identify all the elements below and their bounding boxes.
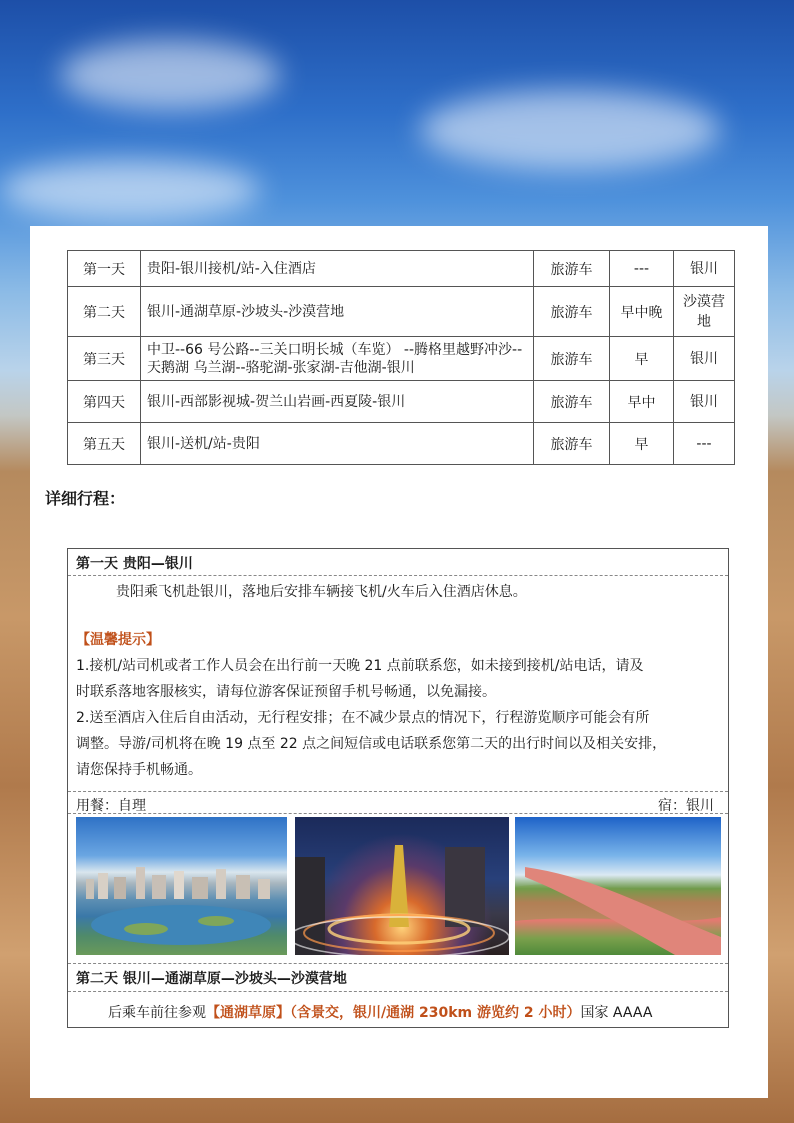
detail-itinerary-title: 详细行程： (45, 489, 126, 508)
day2-text-post: 国家 AAAA (580, 1005, 653, 1021)
stay-info: 宿：银川 (658, 798, 714, 814)
photo-yellow-river-aerial (515, 817, 721, 955)
transport-cell: 旅游车 (534, 381, 610, 423)
meals-cell: 早 (610, 423, 674, 465)
city-skyline-graphic (76, 817, 287, 955)
day-cell: 第一天 (68, 251, 141, 287)
day-cell: 第五天 (68, 423, 141, 465)
meals-cell: --- (610, 251, 674, 287)
transport-cell: 旅游车 (534, 287, 610, 337)
meals-cell: 早 (610, 337, 674, 381)
route-cell: 中卫--66 号公路--三关口明长城（车览） --腾格里越野冲沙--天鹅湖 乌兰湖--骆驼湖-张家湖-吉他湖-银川 (141, 337, 534, 381)
river-landscape-graphic (515, 817, 721, 955)
tip2-line3: 请您保持手机畅通。 (76, 762, 202, 778)
stay-cell: 银川 (674, 381, 735, 423)
meals-cell: 早中 (610, 381, 674, 423)
route-cell: 贵阳-银川接机/站-入住酒店 (141, 251, 534, 287)
cloud-decor (420, 90, 720, 170)
photo-yinchuan-lake-city (76, 817, 287, 955)
table-row (68, 251, 735, 287)
day2-heading: 第二天 银川—通湖草原—沙坡头—沙漠营地 (76, 971, 347, 987)
meals-cell: 早中晚 (610, 287, 674, 337)
divider (68, 791, 728, 792)
transport-cell: 旅游车 (534, 251, 610, 287)
stay-cell: --- (674, 423, 735, 465)
divider (68, 963, 728, 964)
table-row (68, 337, 735, 381)
cloud-decor (60, 40, 280, 110)
table-row (68, 381, 735, 423)
divider (68, 813, 728, 814)
route-cell: 银川-西部影视城-贺兰山岩画-西夏陵-银川 (141, 381, 534, 423)
day-detail-box (67, 548, 729, 1028)
tip1-line2: 时联系落地客服核实，请每位游客保证预留手机号畅通，以免漏接。 (76, 684, 496, 700)
day1-heading: 第一天 贵阳—银川 (76, 556, 193, 572)
day1-intro: 贵阳乘飞机赴银川，落地后安排车辆接飞机/火车后入住酒店休息。 (116, 584, 527, 600)
tip2-line1: 2.送至酒店入住后自由活动，无行程安排；在不减少景点的情况下，行程游览顺序可能会有所 (76, 710, 650, 726)
tip1-line1: 1.接机/站司机或者工作人员会在出行前一天晚 21 点前联系您，如未接到接机/站电话，请及 (76, 658, 644, 674)
day2-intro (108, 1002, 652, 1022)
divider (68, 991, 728, 992)
transport-cell: 旅游车 (534, 423, 610, 465)
route-cell: 银川-送机/站-贵阳 (141, 423, 534, 465)
cloud-decor (0, 160, 260, 220)
day-cell: 第三天 (68, 337, 141, 381)
table-row (68, 287, 735, 337)
day-cell: 第四天 (68, 381, 141, 423)
stay-cell: 银川 (674, 337, 735, 381)
tip2-line2: 调整。导游/司机将在晚 19 点至 22 点之间短信或电话联系您第二天的出行时间以及相关安排， (76, 736, 667, 752)
table-row (68, 423, 735, 465)
stay-cell: 银川 (674, 251, 735, 287)
day-cell: 第二天 (68, 287, 141, 337)
day2-text-pre: 后乘车前往参观 (108, 1005, 206, 1021)
day2-text-highlight: 【通湖草原】（含景交，银川/通湖 230km 游览约 2 小时） (206, 1005, 581, 1021)
photo-yinchuan-night-roundabout (295, 817, 509, 955)
night-monument-graphic (295, 817, 509, 955)
meal-info: 用餐：自理 (76, 798, 146, 814)
stay-cell: 沙漠营地 (674, 287, 735, 337)
divider (68, 575, 728, 576)
route-cell: 银川-通湖草原-沙坡头-沙漠营地 (141, 287, 534, 337)
tip-title: 【温馨提示】 (76, 632, 160, 648)
itinerary-summary-table (67, 250, 735, 465)
transport-cell: 旅游车 (534, 337, 610, 381)
